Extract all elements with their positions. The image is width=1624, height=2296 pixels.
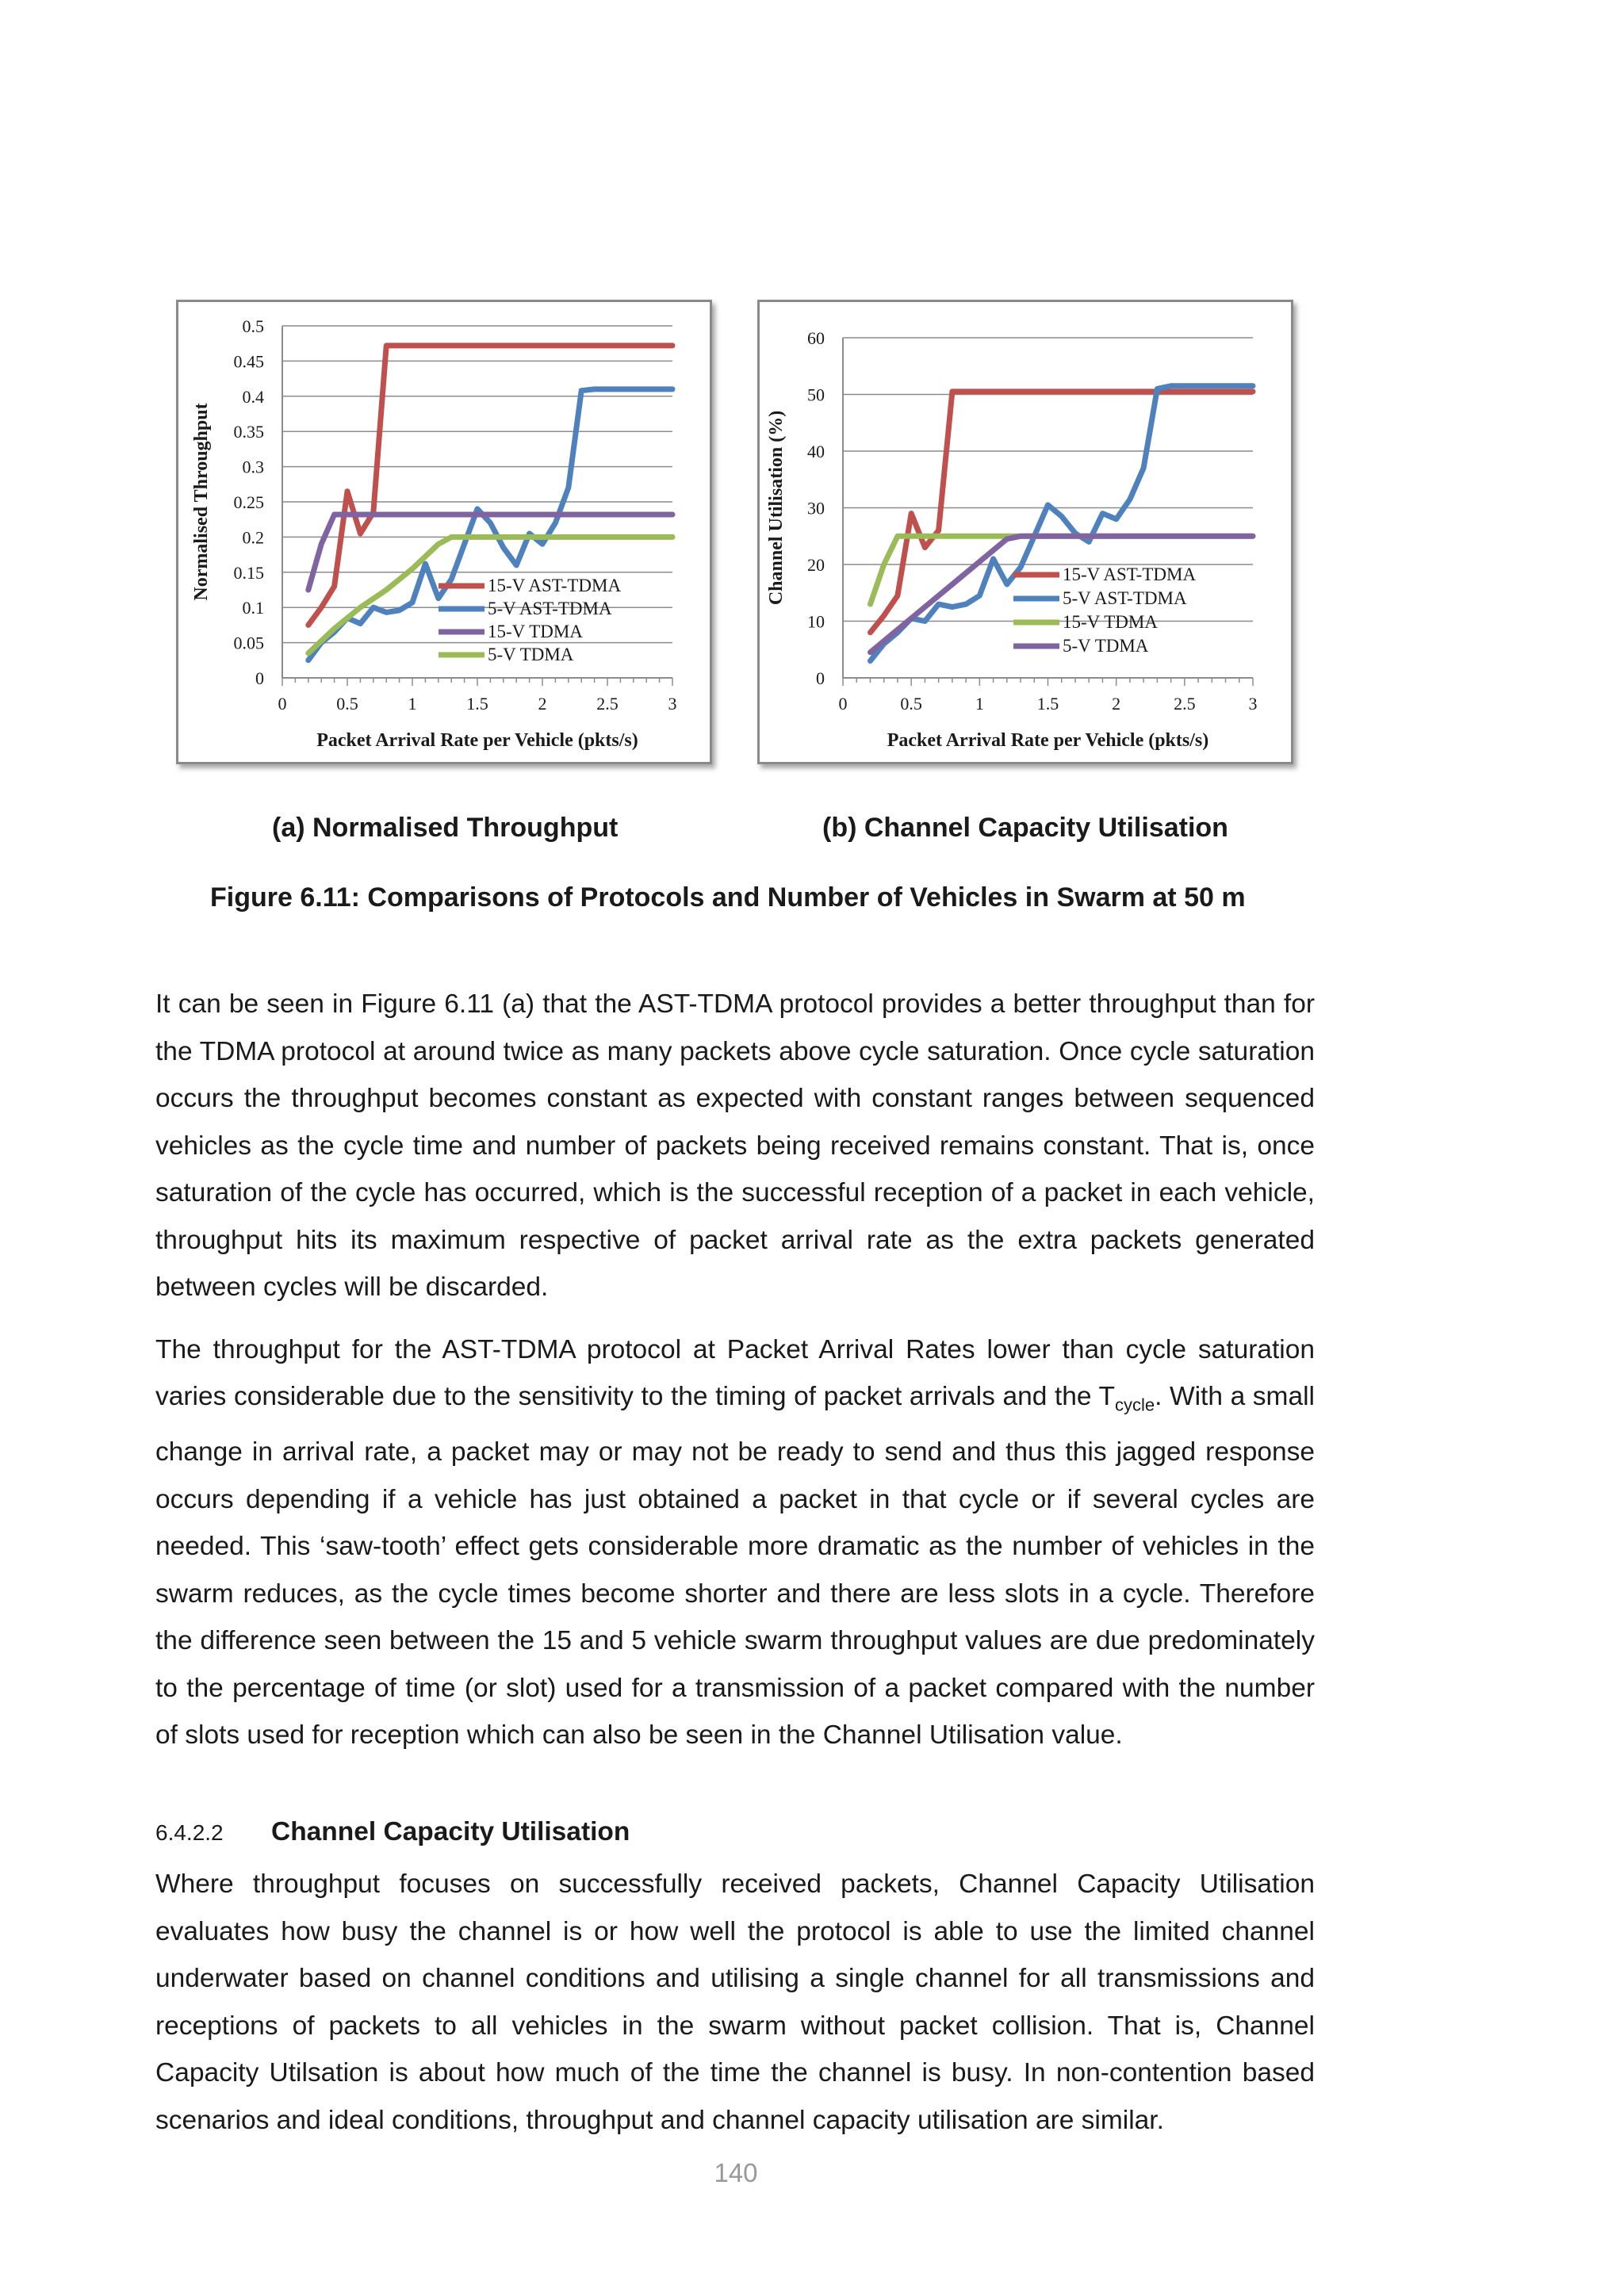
legend-label: 5-V TDMA <box>1063 636 1149 656</box>
y-tick-label: 0.25 <box>233 492 264 512</box>
chart-a-normalised-throughput <box>178 302 714 767</box>
x-tick-label: 2 <box>1112 694 1121 714</box>
x-tick-label: 0.5 <box>336 694 358 714</box>
y-tick-label: 0.05 <box>233 633 264 653</box>
y-tick-label: 0.2 <box>242 527 264 548</box>
x-tick-label: 1 <box>408 694 417 714</box>
x-tick-label: 1.5 <box>466 694 488 714</box>
paragraph-1: It can be seen in Figure 6.11 (a) that the AST-TDMA protocol provides a better throughput than for the TDMA protocol at around twice as many packets above cycle saturation. Once cycle saturation occurs the throughput becomes constant as expected with constant ranges between sequenced vehicles as the cycle time and number of packets being received remains constant. That is, once saturation of the cycle has occurred, which is the successful reception of a packet in each vehicle, throughput hits its maximum respective of packet arrival rate as the extra packets generated between cycles will be discarded. <box>155 989 1315 1302</box>
x-tick-label: 2 <box>538 694 547 714</box>
page-number: 140 <box>714 2158 758 2187</box>
y-tick-label: 0.15 <box>233 562 264 583</box>
y-tick-label: 60 <box>807 328 825 348</box>
y-axis-title: Normalised Throughput <box>191 403 212 601</box>
chart-a-frame <box>176 300 712 764</box>
series-line-15-v-ast-tdma <box>871 392 1254 633</box>
x-tick-label: 1 <box>975 694 984 714</box>
t-cycle-subscript: cycle <box>1114 1395 1155 1415</box>
y-tick-label: 50 <box>807 385 825 405</box>
y-tick-label: 0.45 <box>233 351 264 372</box>
y-tick-label: 0.5 <box>242 316 264 336</box>
y-tick-label: 10 <box>807 611 825 632</box>
y-tick-label: 0 <box>816 668 825 688</box>
y-tick-label: 0.4 <box>242 386 264 407</box>
figure-caption: Figure 6.11: Comparisons of Protocols and Number of Vehicles in Swarm at 50 m <box>210 882 1246 913</box>
legend-label: 5-V TDMA <box>488 645 574 664</box>
legend-label: 15-V AST-TDMA <box>1063 564 1197 584</box>
y-axis-title: Channel Utilisation (%) <box>766 410 787 606</box>
paragraph-3: Where throughput focuses on successfully received packets, Channel Capacity Utilisation evaluates how busy the channel is or how well the protocol is able to use the limited channel underwater based on channel conditions and utilising a single channel for all transmissions and receptions of packets to all vehicles in the swarm without packet collision. That is, Channel Capacity Utilsation is about how much of the time the channel is busy. In non-contention based scenarios and ideal conditions, throughput and channel capacity utilisation are similar. <box>155 1869 1315 2135</box>
section-heading <box>155 1817 630 1847</box>
y-tick-label: 20 <box>807 555 825 575</box>
y-tick-label: 30 <box>807 498 825 519</box>
series-line-5-v-tdma <box>871 536 1254 652</box>
paragraph-2 <box>155 1326 1315 1759</box>
series-line-5-v-ast-tdma <box>871 386 1254 661</box>
x-tick-label: 2.5 <box>596 694 619 714</box>
y-tick-label: 0 <box>255 668 264 688</box>
body-block-2 <box>155 1861 1315 2144</box>
paragraph-2-part-1: The throughput for the AST-TDMA protocol at Packet Arrival Rates lower than cycle saturation varies considerable due to the sensitivity to the timing of packet arrivals and the T <box>155 1334 1315 1411</box>
x-tick-label: 0 <box>278 694 287 714</box>
legend-label: 15-V TDMA <box>1063 612 1158 632</box>
x-axis-title: Packet Arrival Rate per Vehicle (pkts/s) <box>887 730 1209 751</box>
legend-label: 5-V AST-TDMA <box>1063 588 1187 608</box>
y-tick-label: 0.1 <box>242 598 264 618</box>
x-tick-label: 1.5 <box>1036 694 1059 714</box>
paragraph-2-part-2: . With a small change in arrival rate, a packet may or may not be ready to send and thus this jagged response occurs depending if a vehicle has just obtained a packet in that cycle or if several cycles are needed. This ‘saw-tooth’ effect gets considerable more dramatic as the number of vehicles in the swarm reduces, as the cycle times become shorter and there are less slots in a cycle. Therefore the difference seen between the 15 and 5 vehicle swarm throughput values are due predominately to the percentage of time (or slot) used for a transmission of a packet compared with the number of slots used for reception which can also be seen in the Channel Utilisation value. <box>155 1382 1315 1751</box>
y-tick-label: 40 <box>807 442 825 461</box>
section-number: 6.4.2.2 <box>155 1820 224 1845</box>
subcaption-b: (b) Channel Capacity Utilisation <box>822 813 1228 843</box>
section-title: Channel Capacity Utilisation <box>271 1817 630 1846</box>
chart-b-frame <box>757 300 1293 764</box>
x-tick-label: 3 <box>668 694 677 714</box>
x-tick-label: 2.5 <box>1174 694 1196 714</box>
legend-label: 15-V TDMA <box>488 622 583 641</box>
legend-label: 5-V AST-TDMA <box>488 599 612 618</box>
chart-b-channel-utilisation <box>760 302 1296 767</box>
y-tick-label: 0.3 <box>242 457 264 477</box>
y-tick-label: 0.35 <box>233 422 264 442</box>
x-tick-label: 0.5 <box>900 694 922 714</box>
legend-label: 15-V AST-TDMA <box>488 576 622 595</box>
x-axis-title: Packet Arrival Rate per Vehicle (pkts/s) <box>316 730 638 751</box>
x-tick-label: 0 <box>838 694 848 714</box>
x-tick-label: 3 <box>1248 694 1258 714</box>
body-block-1 <box>155 981 1315 1759</box>
subcaption-a: (a) Normalised Throughput <box>272 813 619 843</box>
